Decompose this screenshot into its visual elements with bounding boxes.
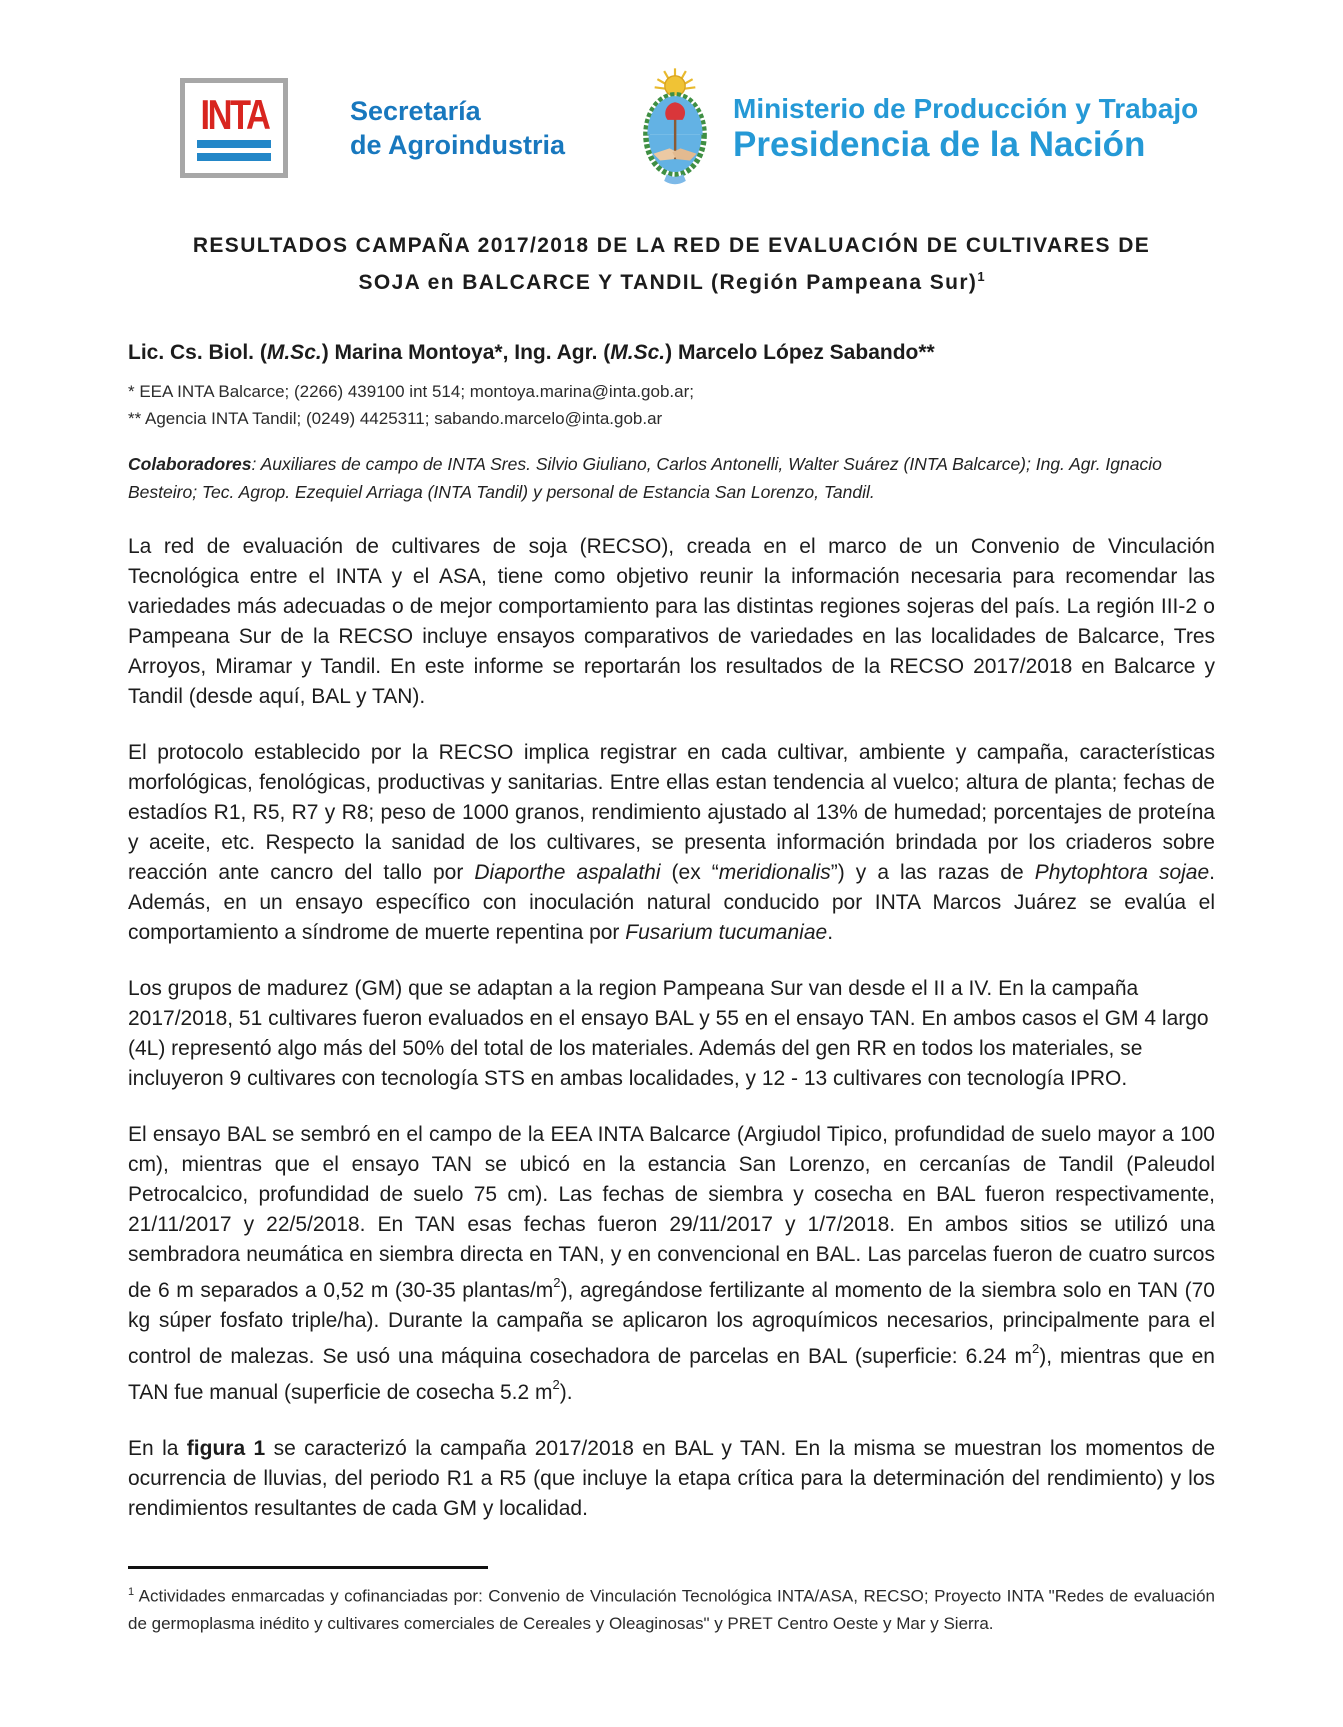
header <box>180 62 1215 194</box>
body-text: se caracterizó la campaña 2017/2018 en BAL y TAN. En la misma se muestran los momentos de ocurrencia de lluvias, del periodo R1 a R5 (que incluye la etapa crítica para la determinación del rendimiento) y los rendimientos resultantes de cada GM y localidad. <box>128 1437 1216 1520</box>
body-text: . <box>827 921 834 944</box>
paragraph-grupos-madurez: Los grupos de madurez (GM) que se adaptan a la region Pampeana Sur van desde el II a IV. En la campaña 2017/2018, 51 cultivares fueron evaluados en el ensayo BAL y 55 en el ensayo TAN. En ambos casos el GM 4 largo (4L) representó algo más del 50% del total de los materiales. Además del gen RR en todos los materiales, se incluyeron 9 cultivares con tecnología STS en ambas localidades, y 12 - 13 cultivares con tecnología IPRO. <box>128 977 1209 1090</box>
footnote-marker: 1 <box>128 1586 135 1598</box>
authors-degree: M.Sc. <box>610 341 666 364</box>
figura-1-reference: figura 1 <box>186 1437 266 1460</box>
body-text: ). <box>559 1381 573 1404</box>
secretaria-line2: de Agroindustria <box>350 130 566 160</box>
document-title <box>128 230 1215 298</box>
inta-logo-bar <box>197 140 271 148</box>
footnote-divider <box>128 1566 488 1569</box>
paragraph-recso-intro: La red de evaluación de cultivares de soja (RECSO), creada en el marco de un Convenio de Vinculación Tecnológica entre el INTA y el ASA, tiene como objetivo reunir la información necesaria para recomendar las variedades más adecuadas o de mejor comportamiento para las distintas regiones sojeras del país. La región III-2 o Pampeana Sur de la RECSO incluye ensayos comparativos de variedades en las localidades de Balcarce, Tres Arroyos, Miramar y Tandil. En este informe se reportarán los resultados de la RECSO 2017/2018 en Balcarce y Tandil (desde aquí, BAL y TAN). <box>128 535 1215 708</box>
secretaria-line1: Secretaría <box>350 96 481 126</box>
paragraph-protocolo <box>128 738 1215 948</box>
paragraph-ensayos <box>128 1120 1215 1408</box>
affiliation-note-2: ** Agencia INTA Tandil; (0249) 4425311; sabando.marcelo@inta.gob.ar <box>128 409 663 428</box>
body-text: (ex “ <box>660 861 719 884</box>
inta-logo-bar <box>197 153 271 161</box>
ministerio-line1: Ministerio de Producción y Trabajo <box>733 93 1199 124</box>
superscript-2: 2 <box>553 1275 561 1290</box>
inta-logo-text: INTA <box>200 91 268 138</box>
body-text: El protocolo establecido por la RECSO implica registrar en cada cultivar, ambiente y campaña, características morfológicas, fenológicas, productivas y sanitarias. Entre ellas estan tendencia al vuelco; altura de planta; fechas de estadíos R1, R5, R7 y R8; peso de 1000 granos, rendimiento ajustado al 13% de humedad; porcentajes de proteína y aceite, etc. Respecto la sanidad de los cultivares, se presenta información brindada por los criaderos sobre reacción ante cancro del tallo por <box>128 741 1215 884</box>
title-line1: RESULTADOS CAMPAÑA 2017/2018 DE LA RED DE EVALUACIÓN DE CULTIVARES DE <box>192 234 1151 257</box>
authors-degree: M.Sc. <box>266 341 322 364</box>
authors-text: Lic. Cs. Biol. ( <box>128 341 267 364</box>
inta-logo <box>180 78 288 178</box>
species-name: Diaporthe aspalathi <box>474 861 661 884</box>
ministerio-line2: Presidencia de la Nación <box>733 125 1146 164</box>
body-text: ), mientras que en TAN fue manual (superficie de cosecha 5.2 m <box>128 1345 1215 1404</box>
ministerio-wordmark <box>733 92 1198 164</box>
authors-text: ) Marcelo López Sabando** <box>665 341 935 364</box>
superscript-2: 2 <box>1031 1341 1040 1356</box>
species-name: Phytophtora sojae <box>1034 861 1210 884</box>
collaborators-paragraph <box>128 450 1215 506</box>
body-text: En la <box>128 1437 187 1460</box>
species-name: Fusarium tucumaniae <box>625 921 828 944</box>
title-line2: SOJA en BALCARCE Y TANDIL (Región Pampeana Sur) <box>358 271 978 294</box>
footnote-text: Actividades enmarcadas y cofinanciadas por: Convenio de Vinculación Tecnológica INTA/ASA, RECSO; Proyecto INTA "Redes de evaluación de germoplasma inédito y cultivares comerciales de Cereales y Oleaginosas" y PRET Centro Oeste y Mar y Sierra. <box>128 1586 1215 1633</box>
species-name: meridionalis <box>718 861 831 884</box>
footnote-1 <box>128 1579 1215 1637</box>
body-text: ), agregándose fertilizante al momento de la siembra solo en TAN (70 kg súper fosfato triple/ha). Durante la campaña se aplicaron los agroquímicos necesarios, principalmente para el control de malezas. Se usó una máquina cosechadora de parcelas en BAL (superficie: 6.24 m <box>128 1279 1215 1368</box>
body-text: El ensayo BAL se sembró en el campo de la EEA INTA Balcarce (Argiudol Tipico, profundidad de suelo mayor a 100 cm), mientras que el ensayo TAN se ubicó en la estancia San Lorenzo, en cercanías de Tandil (Paleudol Petrocalcico, profundidad de suelo 75 cm). Las fechas de siembra y cosecha en BAL fueron respectivamente, 21/11/2017 y 22/5/2018. En TAN esas fechas fueron 29/11/2017 y 1/7/2018. En ambos sitios se utilizó una sembradora neumática en siembra directa en TAN, y en convencional en BAL. Las parcelas fueron de cuatro surcos de 6 m separados a 0,52 m (30-35 plantas/m <box>128 1123 1215 1302</box>
author-affiliations <box>128 378 1215 432</box>
superscript-2: 2 <box>552 1377 560 1392</box>
argentina-coat-of-arms-icon <box>633 67 717 189</box>
collaborators-label: Colaboradores <box>128 454 252 474</box>
authors-text: ) Marina Montoya*, Ing. Agr. ( <box>321 341 611 364</box>
authors-line <box>128 340 1215 366</box>
affiliation-note-1: * EEA INTA Balcarce; (2266) 439100 int 514; montoya.marina@inta.gob.ar; <box>128 382 694 401</box>
body-text: ”) y a las razas de <box>830 861 1035 884</box>
paragraph-figura1 <box>128 1434 1215 1524</box>
body-text: . Además, en un ensayo específico con inoculación natural conducido por INTA Marcos Juárez se evalúa el comportamiento a síndrome de muerte repentina por <box>128 861 1216 944</box>
collaborators-text: : Auxiliares de campo de INTA Sres. Silvio Giuliano, Carlos Antonelli, Walter Suárez (INTA Balcarce); Ing. Agr. Ignacio Besteiro; Tec. Agrop. Ezequiel Arriaga (INTA Tandil) y personal de Estancia San Lorenzo, Tandil. <box>128 454 1162 502</box>
secretaria-wordmark <box>350 94 565 162</box>
title-footnote-marker: 1 <box>977 269 985 284</box>
